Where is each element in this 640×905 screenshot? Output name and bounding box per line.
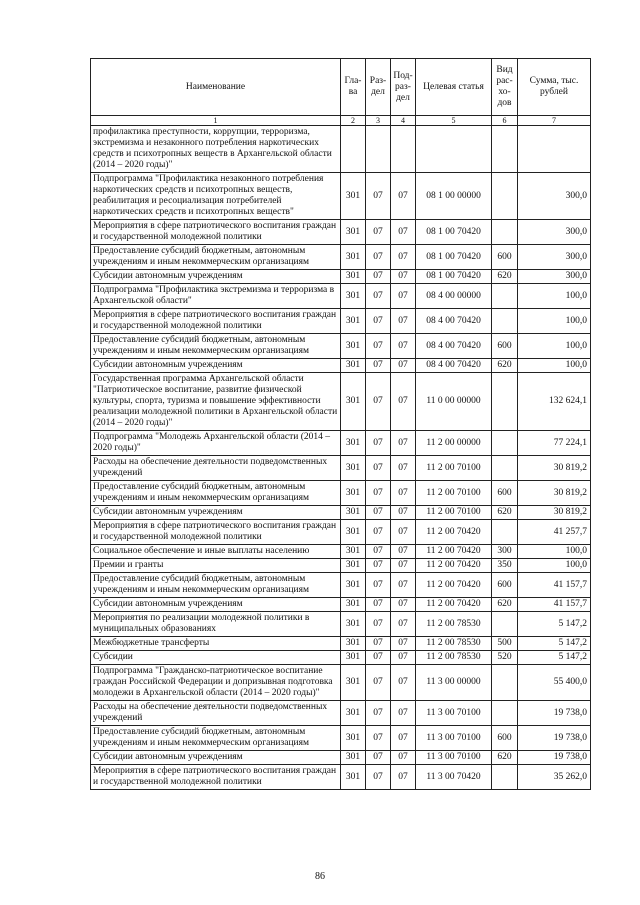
cell-name: Мероприятия в сфере патриотического воспитания граждан и государственной молодежной политики — [91, 765, 341, 790]
table-row — [91, 126, 591, 173]
cell-vid — [492, 520, 518, 545]
cell-podrazdel: 07 — [391, 431, 416, 456]
cell-sum: 5 147,2 — [518, 612, 591, 637]
cell-razdel: 07 — [366, 456, 391, 481]
cell-razdel: 07 — [366, 726, 391, 751]
cell-name: Подпрограмма "Профилактика незаконного потребления наркотических средств и психотропных веществ, реабилитация и ресоциализация потребителей наркотических средств и психотропных веществ" — [91, 173, 341, 220]
table-row — [91, 284, 591, 309]
table-row — [91, 431, 591, 456]
cell-razdel: 07 — [366, 270, 391, 284]
cell-razdel: 07 — [366, 334, 391, 359]
cell-razdel — [366, 126, 391, 173]
cell-podrazdel: 07 — [391, 612, 416, 637]
cell-target: 08 1 00 70420 — [416, 270, 492, 284]
cell-vid: 600 — [492, 245, 518, 270]
cell-vid — [492, 765, 518, 790]
cell-name: Предоставление субсидий бюджетным, автономным учреждениям и иным некоммерческим организациям — [91, 245, 341, 270]
header-glava: Гла-ва — [341, 59, 366, 116]
cell-podrazdel: 07 — [391, 284, 416, 309]
cell-name: Мероприятия в сфере патриотического воспитания граждан и государственной молодежной политики — [91, 220, 341, 245]
cell-podrazdel: 07 — [391, 245, 416, 270]
cell-target: 08 1 00 70420 — [416, 220, 492, 245]
cell-sum: 100,0 — [518, 334, 591, 359]
cell-glava: 301 — [341, 220, 366, 245]
cell-target: 11 3 00 70420 — [416, 765, 492, 790]
cell-name: Расходы на обеспечение деятельности подведомственных учреждений — [91, 456, 341, 481]
cell-podrazdel: 07 — [391, 506, 416, 520]
table-row — [91, 726, 591, 751]
cell-vid: 500 — [492, 637, 518, 651]
column-number: 1 — [91, 116, 341, 126]
cell-name: Подпрограмма "Молодежь Архангельской области (2014 – 2020 годы)" — [91, 431, 341, 456]
cell-podrazdel: 07 — [391, 545, 416, 559]
table-row — [91, 637, 591, 651]
cell-target: 11 2 00 70420 — [416, 545, 492, 559]
table-row — [91, 506, 591, 520]
table-row — [91, 765, 591, 790]
cell-glava: 301 — [341, 520, 366, 545]
cell-podrazdel: 07 — [391, 220, 416, 245]
table-row — [91, 612, 591, 637]
cell-podrazdel: 07 — [391, 573, 416, 598]
table-row — [91, 245, 591, 270]
cell-target: 08 1 00 70420 — [416, 245, 492, 270]
cell-sum: 19 738,0 — [518, 751, 591, 765]
table-row — [91, 309, 591, 334]
cell-name: Расходы на обеспечение деятельности подведомственных учреждений — [91, 701, 341, 726]
document-page — [90, 58, 590, 790]
cell-sum: 100,0 — [518, 545, 591, 559]
table-row — [91, 359, 591, 373]
cell-target: 11 2 00 70100 — [416, 506, 492, 520]
cell-glava: 301 — [341, 765, 366, 790]
cell-podrazdel: 07 — [391, 751, 416, 765]
cell-sum: 300,0 — [518, 173, 591, 220]
cell-name: Мероприятия в сфере патриотического воспитания граждан и государственной молодежной политики — [91, 309, 341, 334]
table-row — [91, 545, 591, 559]
cell-vid: 620 — [492, 359, 518, 373]
cell-vid — [492, 220, 518, 245]
cell-target: 11 2 00 70100 — [416, 456, 492, 481]
table-row — [91, 701, 591, 726]
cell-target: 11 2 00 70420 — [416, 598, 492, 612]
cell-target: 11 0 00 00000 — [416, 373, 492, 431]
cell-razdel: 07 — [366, 309, 391, 334]
cell-name: Межбюджетные трансферты — [91, 637, 341, 651]
cell-vid — [492, 701, 518, 726]
cell-glava: 301 — [341, 359, 366, 373]
cell-razdel: 07 — [366, 220, 391, 245]
cell-glava: 301 — [341, 637, 366, 651]
cell-sum: 41 157,7 — [518, 598, 591, 612]
cell-sum: 5 147,2 — [518, 637, 591, 651]
cell-sum — [518, 126, 591, 173]
cell-razdel: 07 — [366, 573, 391, 598]
cell-vid: 600 — [492, 334, 518, 359]
table-row — [91, 651, 591, 665]
cell-glava: 301 — [341, 270, 366, 284]
cell-podrazdel: 07 — [391, 637, 416, 651]
cell-razdel: 07 — [366, 359, 391, 373]
cell-name: Государственная программа Архангельской области "Патриотическое воспитание, развитие физической культуры, спорта, туризма и повышение эффективности реализации молодежной политики в Архангельской области (2014 – 2020 годы)" — [91, 373, 341, 431]
budget-table — [90, 58, 591, 790]
cell-podrazdel: 07 — [391, 481, 416, 506]
cell-sum: 30 819,2 — [518, 481, 591, 506]
cell-sum: 77 224,1 — [518, 431, 591, 456]
cell-razdel: 07 — [366, 751, 391, 765]
table-row — [91, 665, 591, 701]
cell-razdel: 07 — [366, 284, 391, 309]
cell-podrazdel: 07 — [391, 701, 416, 726]
cell-podrazdel: 07 — [391, 598, 416, 612]
cell-razdel: 07 — [366, 651, 391, 665]
cell-razdel: 07 — [366, 173, 391, 220]
cell-podrazdel: 07 — [391, 359, 416, 373]
cell-name: профилактика преступности, коррупции, терроризма, экстремизма и незаконного потребления наркотических средств и психотропных веществ в Архангельской области (2014 – 2020 годы)" — [91, 126, 341, 173]
table-row — [91, 520, 591, 545]
cell-name: Субсидии автономным учреждениям — [91, 270, 341, 284]
cell-name: Предоставление субсидий бюджетным, автономным учреждениям и иным некоммерческим организациям — [91, 481, 341, 506]
cell-vid: 350 — [492, 559, 518, 573]
cell-sum: 100,0 — [518, 309, 591, 334]
cell-sum: 30 819,2 — [518, 456, 591, 481]
cell-name: Мероприятия по реализации молодежной политики в муниципальных образованиях — [91, 612, 341, 637]
cell-vid: 620 — [492, 270, 518, 284]
column-number: 7 — [518, 116, 591, 126]
header-razdel: Раз-дел — [366, 59, 391, 116]
cell-target: 11 2 00 78530 — [416, 612, 492, 637]
cell-target: 11 2 00 78530 — [416, 651, 492, 665]
cell-name: Подпрограмма "Профилактика экстремизма и терроризма в Архангельской области" — [91, 284, 341, 309]
cell-target: 11 2 00 78530 — [416, 637, 492, 651]
cell-vid — [492, 456, 518, 481]
cell-glava: 301 — [341, 598, 366, 612]
cell-name: Предоставление субсидий бюджетным, автономным учреждениям и иным некоммерческим организациям — [91, 726, 341, 751]
cell-target: 11 3 00 70100 — [416, 751, 492, 765]
table-row — [91, 481, 591, 506]
cell-sum: 300,0 — [518, 245, 591, 270]
cell-vid: 600 — [492, 573, 518, 598]
table-row — [91, 573, 591, 598]
cell-vid: 600 — [492, 481, 518, 506]
table-row — [91, 220, 591, 245]
cell-glava: 301 — [341, 431, 366, 456]
cell-sum: 100,0 — [518, 284, 591, 309]
cell-vid — [492, 173, 518, 220]
cell-podrazdel: 07 — [391, 651, 416, 665]
cell-glava: 301 — [341, 173, 366, 220]
cell-podrazdel: 07 — [391, 559, 416, 573]
table-row — [91, 456, 591, 481]
cell-razdel: 07 — [366, 637, 391, 651]
cell-target: 11 2 00 70420 — [416, 573, 492, 598]
cell-name: Субсидии автономным учреждениям — [91, 598, 341, 612]
cell-glava: 301 — [341, 309, 366, 334]
cell-glava: 301 — [341, 334, 366, 359]
cell-target: 11 3 00 70100 — [416, 726, 492, 751]
cell-vid — [492, 665, 518, 701]
header-row — [91, 59, 591, 116]
cell-podrazdel: 07 — [391, 373, 416, 431]
cell-podrazdel: 07 — [391, 456, 416, 481]
cell-podrazdel: 07 — [391, 726, 416, 751]
cell-name: Предоставление субсидий бюджетным, автономным учреждениям и иным некоммерческим организациям — [91, 334, 341, 359]
cell-podrazdel — [391, 126, 416, 173]
cell-target: 08 4 00 00000 — [416, 284, 492, 309]
cell-glava: 301 — [341, 701, 366, 726]
cell-sum: 132 624,1 — [518, 373, 591, 431]
cell-vid — [492, 309, 518, 334]
cell-sum: 41 157,7 — [518, 573, 591, 598]
table-row — [91, 270, 591, 284]
table-row — [91, 751, 591, 765]
cell-vid: 300 — [492, 545, 518, 559]
page-number: 86 — [315, 871, 325, 882]
cell-target: 11 3 00 70100 — [416, 701, 492, 726]
cell-podrazdel: 07 — [391, 270, 416, 284]
cell-podrazdel: 07 — [391, 665, 416, 701]
cell-razdel: 07 — [366, 701, 391, 726]
cell-vid — [492, 126, 518, 173]
cell-razdel: 07 — [366, 506, 391, 520]
cell-target: 11 2 00 70420 — [416, 559, 492, 573]
cell-razdel: 07 — [366, 559, 391, 573]
cell-name: Подпрограмма "Гражданско-патриотическое воспитание граждан Российской Федерации и допризывная подготовка молодежи в Архангельской области (2014 – 2020 годы)" — [91, 665, 341, 701]
cell-name: Субсидии автономным учреждениям — [91, 359, 341, 373]
cell-glava — [341, 126, 366, 173]
cell-target: 11 2 00 00000 — [416, 431, 492, 456]
cell-sum: 55 400,0 — [518, 665, 591, 701]
cell-razdel: 07 — [366, 545, 391, 559]
table-row — [91, 598, 591, 612]
column-number: 5 — [416, 116, 492, 126]
cell-glava: 301 — [341, 456, 366, 481]
cell-target: 08 4 00 70420 — [416, 309, 492, 334]
cell-target: 11 3 00 00000 — [416, 665, 492, 701]
header-sum: Сумма, тыс. рублей — [518, 59, 591, 116]
cell-sum: 41 257,7 — [518, 520, 591, 545]
cell-glava: 301 — [341, 284, 366, 309]
cell-glava: 301 — [341, 245, 366, 270]
cell-name: Социальное обеспечение и иные выплаты населению — [91, 545, 341, 559]
cell-glava: 301 — [341, 751, 366, 765]
column-number: 6 — [492, 116, 518, 126]
cell-vid: 520 — [492, 651, 518, 665]
cell-sum: 100,0 — [518, 559, 591, 573]
cell-vid — [492, 284, 518, 309]
cell-razdel: 07 — [366, 765, 391, 790]
cell-glava: 301 — [341, 373, 366, 431]
cell-glava: 301 — [341, 573, 366, 598]
cell-sum: 100,0 — [518, 359, 591, 373]
cell-name: Мероприятия в сфере патриотического воспитания граждан и государственной молодежной политики — [91, 520, 341, 545]
cell-sum: 35 262,0 — [518, 765, 591, 790]
cell-sum: 300,0 — [518, 270, 591, 284]
cell-target: 11 2 00 70100 — [416, 481, 492, 506]
cell-razdel: 07 — [366, 245, 391, 270]
cell-sum: 19 738,0 — [518, 726, 591, 751]
header-name: Наименование — [91, 59, 341, 116]
cell-vid: 620 — [492, 598, 518, 612]
cell-razdel: 07 — [366, 665, 391, 701]
cell-target: 08 1 00 00000 — [416, 173, 492, 220]
cell-name: Субсидии — [91, 651, 341, 665]
table-body — [91, 126, 591, 790]
cell-podrazdel: 07 — [391, 520, 416, 545]
cell-glava: 301 — [341, 559, 366, 573]
cell-glava: 301 — [341, 545, 366, 559]
cell-vid: 620 — [492, 506, 518, 520]
cell-vid — [492, 373, 518, 431]
cell-razdel: 07 — [366, 431, 391, 456]
cell-vid: 600 — [492, 726, 518, 751]
cell-podrazdel: 07 — [391, 309, 416, 334]
cell-name: Премии и гранты — [91, 559, 341, 573]
header-target: Целевая статья — [416, 59, 492, 116]
cell-glava: 301 — [341, 612, 366, 637]
cell-podrazdel: 07 — [391, 334, 416, 359]
cell-sum: 30 819,2 — [518, 506, 591, 520]
cell-glava: 301 — [341, 726, 366, 751]
cell-glava: 301 — [341, 651, 366, 665]
column-number: 3 — [366, 116, 391, 126]
header-vid: Вид рас-хо-дов — [492, 59, 518, 116]
table-row — [91, 373, 591, 431]
cell-razdel: 07 — [366, 598, 391, 612]
cell-razdel: 07 — [366, 481, 391, 506]
cell-sum: 5 147,2 — [518, 651, 591, 665]
cell-razdel: 07 — [366, 612, 391, 637]
cell-sum: 19 738,0 — [518, 701, 591, 726]
cell-target: 08 4 00 70420 — [416, 359, 492, 373]
column-number: 4 — [391, 116, 416, 126]
cell-target — [416, 126, 492, 173]
cell-razdel: 07 — [366, 520, 391, 545]
cell-vid: 620 — [492, 751, 518, 765]
column-number-row — [91, 116, 591, 126]
cell-glava: 301 — [341, 665, 366, 701]
cell-name: Субсидии автономным учреждениям — [91, 751, 341, 765]
cell-name: Предоставление субсидий бюджетным, автономным учреждениям и иным некоммерческим организациям — [91, 573, 341, 598]
cell-vid — [492, 431, 518, 456]
cell-glava: 301 — [341, 481, 366, 506]
header-podrazdel: Под-раз-дел — [391, 59, 416, 116]
cell-target: 11 2 00 70420 — [416, 520, 492, 545]
cell-name: Субсидии автономным учреждениям — [91, 506, 341, 520]
cell-podrazdel: 07 — [391, 173, 416, 220]
table-row — [91, 559, 591, 573]
cell-glava: 301 — [341, 506, 366, 520]
table-row — [91, 334, 591, 359]
cell-podrazdel: 07 — [391, 765, 416, 790]
cell-target: 08 4 00 70420 — [416, 334, 492, 359]
table-row — [91, 173, 591, 220]
cell-vid — [492, 612, 518, 637]
cell-razdel: 07 — [366, 373, 391, 431]
column-number: 2 — [341, 116, 366, 126]
cell-sum: 300,0 — [518, 220, 591, 245]
